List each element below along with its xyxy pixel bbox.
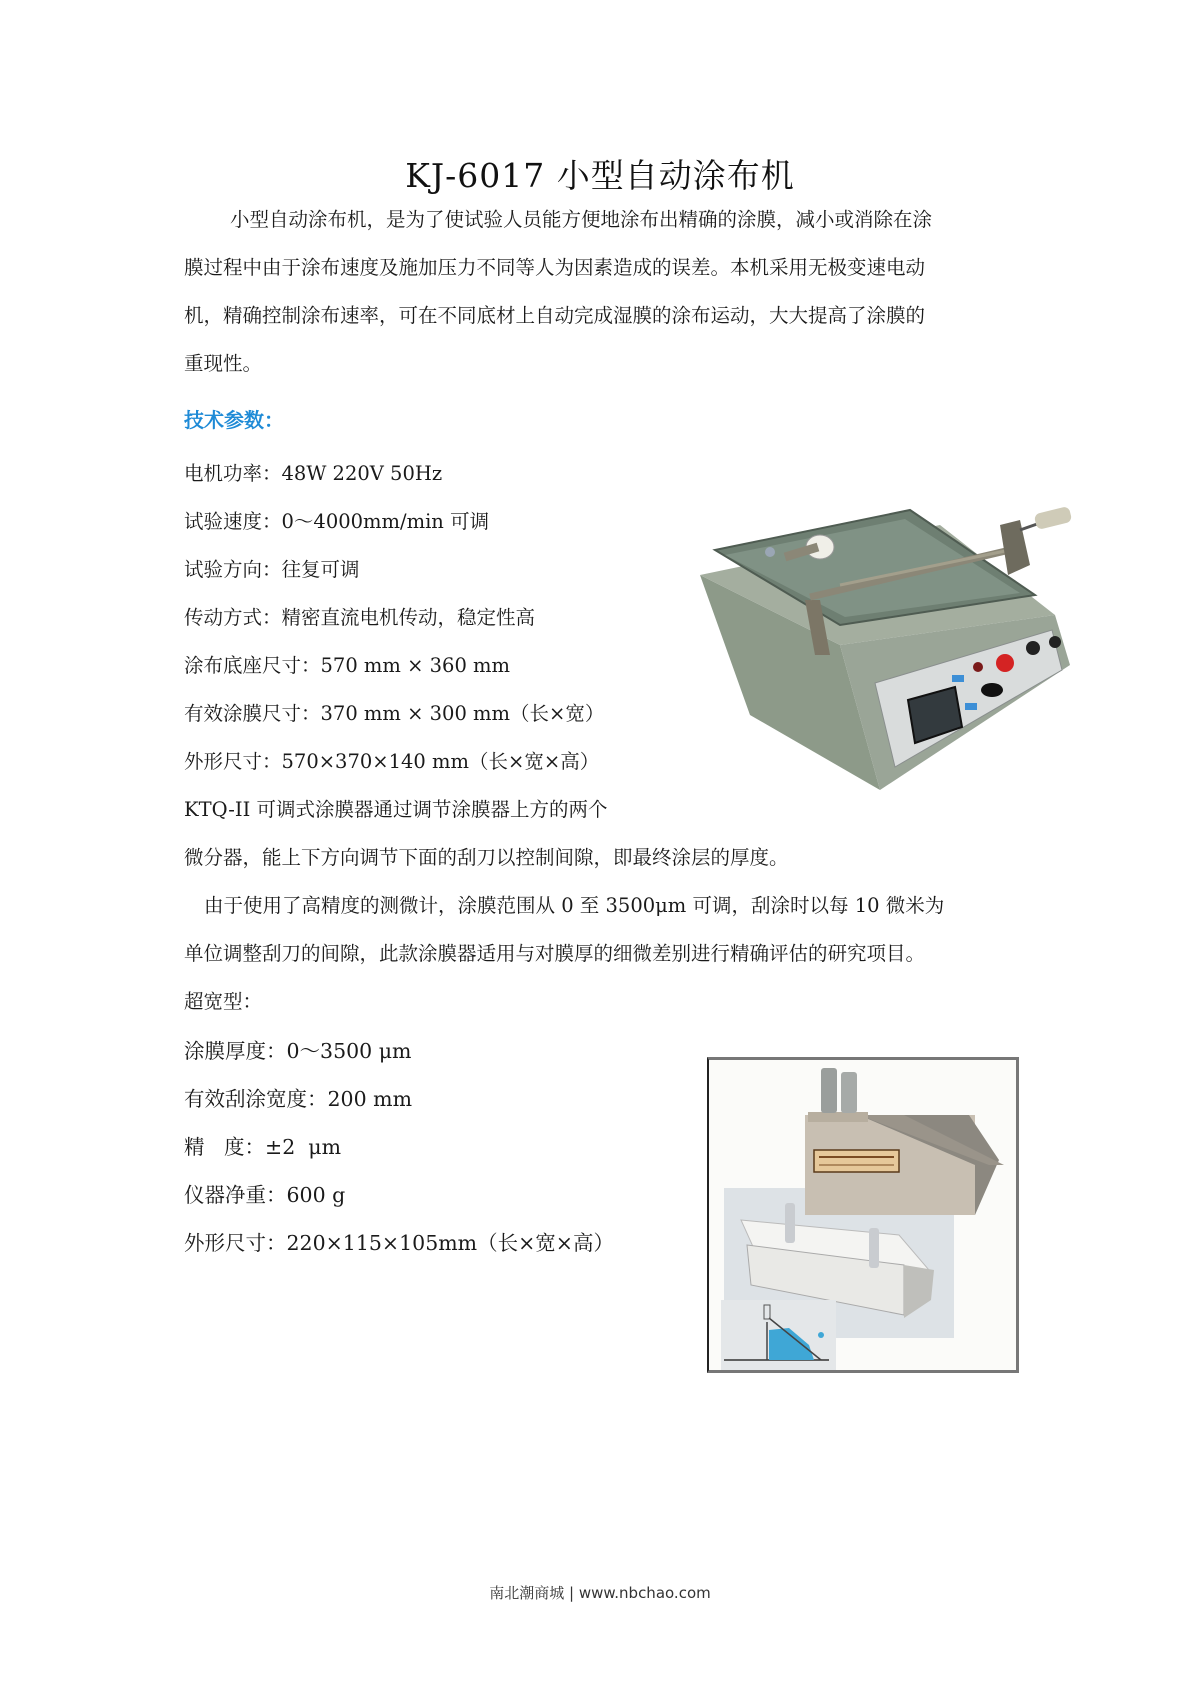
wide-spec-dimensions: 外形尺寸：220×115×105mm（长×宽×高） bbox=[184, 1231, 614, 1255]
wide-spec-precision: 精 度：±2 μm bbox=[184, 1135, 342, 1159]
spec-coating-size: 有效涂膜尺寸：370 mm × 300 mm（长×宽） bbox=[184, 702, 605, 725]
intro-line: 小型自动涂布机，是为了使试验人员能方便地涂布出精确的涂膜，减小或消除在涂 bbox=[230, 208, 933, 231]
spec-motor-power: 电机功率：48W 220V 50Hz bbox=[184, 462, 443, 485]
precision-line-1: 由于使用了高精度的测微计，涂膜范围从 0 至 3500μm 可调，刮涂时以每 10 微米为 bbox=[204, 894, 945, 917]
ktq-line-1: KTQ-II 可调式涂膜器通过调节涂膜器上方的两个 bbox=[184, 798, 608, 821]
spec-drive-mode: 传动方式：精密直流电机传动，稳定性高 bbox=[184, 606, 536, 629]
intro-line: 重现性。 bbox=[184, 352, 263, 375]
intro-line: 膜过程中由于涂布速度及施加压力不同等人为因素造成的误差。本机采用无极变速电动 bbox=[184, 256, 926, 279]
coater-machine-illustration bbox=[690, 505, 1075, 800]
spec-test-speed: 试验速度：0～4000mm/min 可调 bbox=[184, 510, 490, 533]
page-title: KJ-6017 小型自动涂布机 bbox=[405, 156, 795, 195]
film-applicator-image bbox=[707, 1057, 1019, 1373]
intro-paragraph bbox=[184, 196, 1026, 388]
film-applicator-illustration bbox=[709, 1060, 1016, 1370]
spec-base-size: 涂布底座尺寸：570 mm × 360 mm bbox=[184, 654, 511, 677]
coater-machine-image bbox=[690, 505, 1075, 800]
spec-test-direction: 试验方向：往复可调 bbox=[184, 558, 360, 581]
spec-heading: 技术参数： bbox=[184, 408, 284, 432]
footer-site: 南北潮商城 | www.nbchao.com bbox=[489, 1584, 711, 1602]
wide-spec-weight: 仪器净重：600 g bbox=[184, 1183, 346, 1207]
wide-type-label: 超宽型： bbox=[184, 990, 263, 1013]
ktq-line-2: 微分器，能上下方向调节下面的刮刀以控制间隙，即最终涂层的厚度。 bbox=[184, 846, 789, 869]
spec-overall-size: 外形尺寸：570×370×140 mm（长×宽×高） bbox=[184, 750, 600, 773]
wide-spec-width: 有效刮涂宽度：200 mm bbox=[184, 1087, 413, 1111]
precision-line-2: 单位调整刮刀的间隙，此款涂膜器适用与对膜厚的细微差别进行精确评估的研究项目。 bbox=[184, 942, 926, 965]
intro-line: 机，精确控制涂布速率，可在不同底材上自动完成湿膜的涂布运动，大大提高了涂膜的 bbox=[184, 304, 926, 327]
wide-spec-thickness: 涂膜厚度：0～3500 μm bbox=[184, 1039, 412, 1063]
